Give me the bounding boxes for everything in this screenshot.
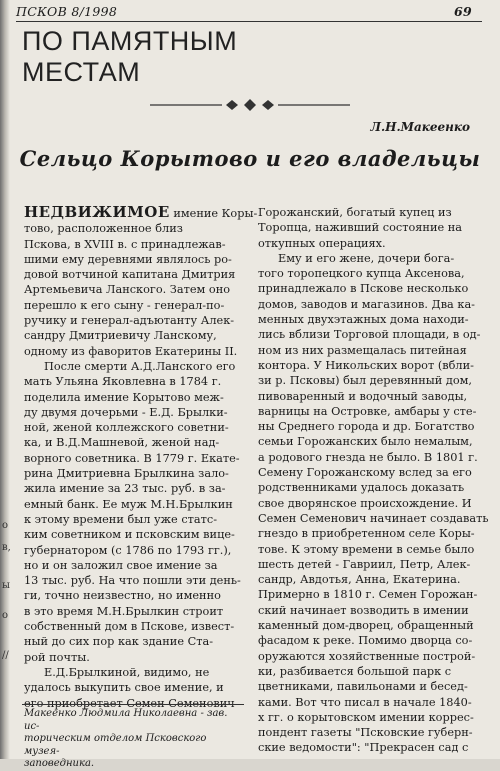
binding-shadow: [0, 0, 10, 759]
text-line: ки, разбивается большой парк с: [258, 664, 452, 678]
text-line: перешло к его сыну - генерал-по-: [24, 298, 225, 312]
margin-mark: //: [2, 650, 9, 661]
journal-name: ПСКОВ 8/1998: [16, 4, 118, 19]
text-line: к этому времени был уже статс-: [24, 512, 218, 526]
margin-mark: ы: [2, 580, 10, 591]
text-line: удалось выкупить свое имение, и: [24, 681, 224, 695]
text-line: пивоваренный и водочный заводы,: [258, 389, 468, 403]
text-line: домов, заводов и магазинов. Два ка-: [258, 297, 475, 311]
text-line: Семен Семенович начинает создавать: [258, 511, 489, 525]
text-line: откупных операциях.: [258, 236, 386, 250]
text-line: Горожанский, богатый купец из: [258, 206, 452, 219]
text-line: одному из фаворитов Екатерины II.: [24, 344, 238, 358]
text-line: Ему и его жене, дочери бога-: [278, 251, 455, 265]
text-line: каменный дом-дворец, обращенный: [258, 619, 474, 633]
text-line: Артемьевича Ланского. Затем оно: [24, 283, 231, 297]
text-line: ны Среднего города и др. Богатство: [258, 420, 475, 434]
text-line: сандру Дмитриевичу Ланскому,: [24, 329, 217, 343]
text-line: рой почты.: [24, 650, 90, 664]
left-text-column: [24, 203, 258, 711]
text-line: его приобретает Семен Семенович: [24, 696, 235, 710]
text-line: лись вблизи Торговой площади, в од-: [258, 328, 481, 342]
text-line: Пскова, в XVIII в. с принадлежав-: [24, 237, 226, 251]
text-line: поделила имение Корытово меж-: [24, 390, 224, 404]
section-title: [22, 26, 282, 88]
section-title-line: ПО ПАМЯТНЫМ: [22, 26, 238, 56]
text-line: Е.Д.Брылкиной, видимо, не: [44, 665, 210, 679]
text-line: принадлежало в Пскове несколько: [258, 282, 469, 296]
text-line: семьи Горожанских было немалым,: [258, 435, 473, 449]
text-line: зи р. Псковы) был деревянный дом,: [258, 374, 472, 388]
margin-mark: о: [2, 610, 9, 621]
text-line: ка, и В.Д.Машневой, женой над-: [24, 436, 220, 450]
text-line: 13 тыс. руб. На что пошли эти день-: [24, 574, 241, 588]
text-line: менных двухэтажных дома находи-: [258, 313, 469, 327]
text-line: жила имение за 23 тыс. руб. в за-: [24, 482, 226, 496]
text-line: губернатором (с 1786 по 1793 гг.),: [24, 543, 232, 557]
running-head: [16, 4, 472, 20]
margin-mark: о: [2, 520, 9, 531]
header-rule: [16, 21, 482, 22]
text-line: емный банк. Ее муж М.Н.Брылкин: [24, 497, 233, 511]
text-line: мать Ульяна Яковлевна в 1784 г.: [24, 375, 222, 389]
footnote-line: Макеенко Людмила Николаевна - зав. ис-: [24, 708, 228, 732]
text-line: ном из них размещалась питейная: [258, 343, 467, 357]
text-line: НЕДВИЖИМОЕ имение Коры-: [24, 203, 258, 221]
text-line: довой вотчиной капитана Дмитрия: [24, 268, 236, 282]
article-title: Сельцо Корытово и его владельцы: [19, 146, 481, 171]
text-line: ский начинает возводить в имении: [258, 603, 469, 617]
text-line: шесть детей - Гавриил, Петр, Алек-: [258, 557, 471, 571]
text-line: После смерти А.Д.Ланского его: [44, 359, 236, 373]
text-line: ким советником и псковским вице-: [24, 528, 235, 542]
text-line: в это время М.Н.Брылкин строит: [24, 604, 224, 618]
text-line: ги, точно неизвестно, но именно: [24, 589, 221, 603]
margin-mark: в,: [2, 542, 11, 553]
text-line: цветниками, павильонами и бесед-: [258, 680, 468, 694]
text-line: ной, женой коллежского советни-: [24, 421, 229, 435]
text-line: х гг. о корытовском имении коррес-: [258, 710, 474, 724]
text-line: тово, расположенное близ: [24, 222, 183, 236]
text-line: ками. Вот что писал в начале 1840-: [258, 695, 472, 709]
diamond-ornament-icon: [0, 98, 500, 112]
text-line: свое дворянское происхождение. И: [258, 496, 472, 510]
text-line: Торопца, наживший состояние на: [258, 221, 463, 235]
text-line: варницы на Островке, амбары у сте-: [258, 404, 477, 418]
text-line: пондент газеты "Псковские губерн-: [258, 726, 473, 740]
text-line: а родового гнезда не было. В 1801 г.: [258, 450, 478, 464]
text-line: ворного советника. В 1779 г. Екате-: [24, 451, 240, 465]
text-line: гнездо в приобретенном селе Коры-: [258, 527, 475, 541]
author-footnote: [24, 708, 244, 771]
text-line: шими ему деревнями являлось ро-: [24, 252, 232, 266]
lead-word: НЕДВИЖИМОЕ: [24, 203, 170, 221]
section-title-line: МЕСТАМ: [22, 57, 141, 87]
text-line: ские ведомости": "Прекрасен сад с: [258, 741, 469, 755]
text-line: ду двумя дочерьми - Е.Д. Брылки-: [24, 405, 228, 419]
text-line: родственниками удалось доказать: [258, 481, 465, 495]
text-line: тове. К этому времени в семье было: [258, 542, 475, 556]
footnote-rule: [22, 704, 244, 705]
text-line: фасадом к реке. Помимо дворца со-: [258, 634, 473, 648]
footnote-line: заповедника.: [24, 758, 95, 769]
text-line: того торопецкого купца Аксенова,: [258, 267, 465, 281]
right-text-column: [258, 205, 489, 756]
text-line: Семену Горожанскому вслед за его: [258, 466, 472, 480]
text-line: ный до сих пор как здание Ста-: [24, 635, 214, 649]
article-author: Л.Н.Макеенко: [370, 120, 470, 134]
text-line: оружаются хозяйственные построй-: [258, 649, 476, 663]
text-line: Примерно в 1810 г. Семен Горожан-: [258, 588, 478, 602]
text-line: собственный дом в Пскове, извест-: [24, 620, 235, 634]
text-line: рина Дмитриевна Брылкина зало-: [24, 467, 229, 481]
text-line: ручику и генерал-адъютанту Алек-: [24, 314, 235, 328]
text-line: но и он заложил свое имение за: [24, 558, 218, 572]
text-line: контора. У Никольских ворот (вбли-: [258, 358, 474, 372]
page-number: 69: [454, 4, 472, 19]
footnote-line: торическим отделом Псковского музея-: [24, 733, 207, 757]
text-line: сандр, Авдотья, Анна, Екатерина.: [258, 573, 461, 587]
